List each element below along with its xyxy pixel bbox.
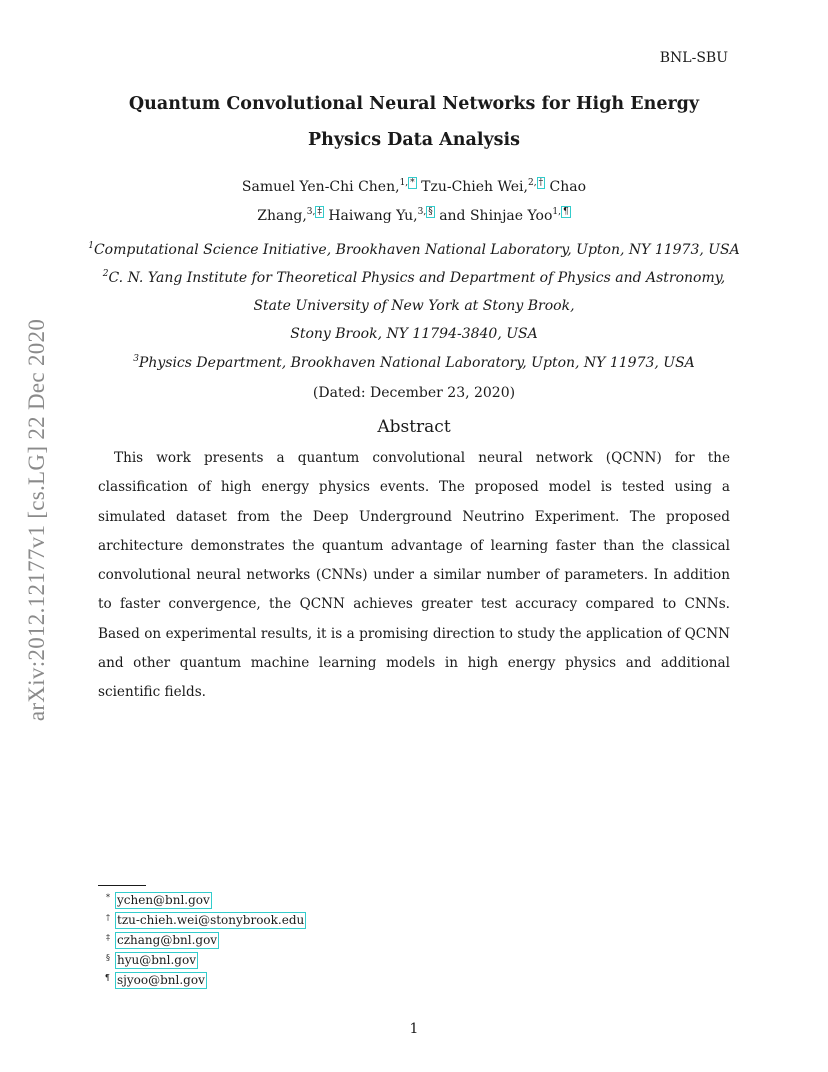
email-link-zhang[interactable]: czhang@bnl.gov [117,933,218,947]
author-line-2 [0,208,828,224]
dated-line: (Dated: December 23, 2020) [312,385,516,401]
footnote-link-chen[interactable]: * [410,178,415,188]
abstract-text: This work presents a quantum convolutional neural network (QCNN) for the classification of high energy physics events. The proposed model is tested using a simulated dataset from the Deep Underground Neutrino Experiment. The proposed architecture demonstrates the quantum advantage of learning faster than the classical convolutional neural networks (CNNs) under a similar number of parameters. In addition to faster convergence, the QCNN achieves greater test accuracy compared to CNNs. Based on experimental results, it is a promising direction to study the application of QCNN and other quantum machine learning models in high energy physics and additional scientific fields. [98,450,730,701]
author-yu: Haiwang Yu, [328,208,418,224]
author-zhang-affil: 3, [306,207,316,217]
footnote-yu [98,952,306,972]
author-chen-affil: 1, [399,178,409,188]
affiliation-3: $^3$Physics Department, Brookhaven National Laboratory, Upton, NY 11973, USA [133,354,695,371]
footnote-mark: § [106,953,110,962]
affiliation-2-number: 2 [102,269,109,279]
email-link-yu[interactable]: hyu@bnl.gov [117,953,196,967]
footnote-link-zhang[interactable]: ‡ [317,207,322,217]
abstract-heading: Abstract [377,417,451,437]
footnote-mark: ¶ [104,973,110,982]
arxiv-stamp: arXiv:2012.12177v1 [cs.LG] 22 Dec 2020 [24,318,49,722]
footnote-yoo [98,972,306,992]
affiliation-1: $^1$Computational Science Initiative, Brookhaven National Laboratory, Upton, NY 11973, USA [88,241,740,258]
email-link-wei[interactable]: tzu-chieh.wei@stonybrook.edu [117,913,305,927]
affiliation-1-number: 1 [88,241,94,251]
email-link-chen[interactable]: ychen@bnl.gov [117,893,210,907]
affiliation-2-line-2: State University of New York at Stony Brook, [253,298,575,314]
author-yoo-affil: 1, [552,207,561,217]
footnote-rule [98,885,146,886]
author-line-1 [0,179,828,195]
author-wei-affil: 2, [528,178,537,188]
author-wei: Tzu-Chieh Wei, [421,179,528,195]
paper-title-line-1: Quantum Convolutional Neural Networks for High Energy [128,94,700,114]
author-chen: Samuel Yen-Chi Chen, [241,179,400,195]
footnotes [98,892,306,992]
footnote-chen [98,892,306,912]
footnote-mark: ‡ [106,933,110,942]
page-number: 1 [409,1021,419,1037]
footnote-link-yoo[interactable]: ¶ [562,207,569,217]
footnote-zhang [98,932,306,952]
email-link-yoo[interactable]: sjyoo@bnl.gov [117,973,205,987]
footnote-link-wei[interactable]: † [538,178,544,188]
report-id: BNL-SBU [659,50,728,66]
author-zhang-first: Chao [549,179,587,195]
abstract-body [98,444,730,708]
footnote-mark: * [106,893,110,902]
footnote-wei [98,912,306,932]
affiliation-2-line-1: $^2$C. N. Yang Institute for Theoretical Physics and Department of Physics and Astronomy, [102,269,726,286]
author-zhang-last: Zhang, [257,208,307,224]
footnote-link-yu[interactable]: § [428,207,433,217]
paper-title-line-2: Physics Data Analysis [308,130,520,150]
author-conjunction: and [439,208,466,224]
footnote-mark: † [106,913,110,922]
affiliation-2-line-3: Stony Brook, NY 11794-3840, USA [290,326,538,342]
author-yoo: Shinjae Yoo [469,208,553,224]
affiliation-3-number: 3 [133,354,139,364]
author-yu-affil: 3, [417,207,427,217]
